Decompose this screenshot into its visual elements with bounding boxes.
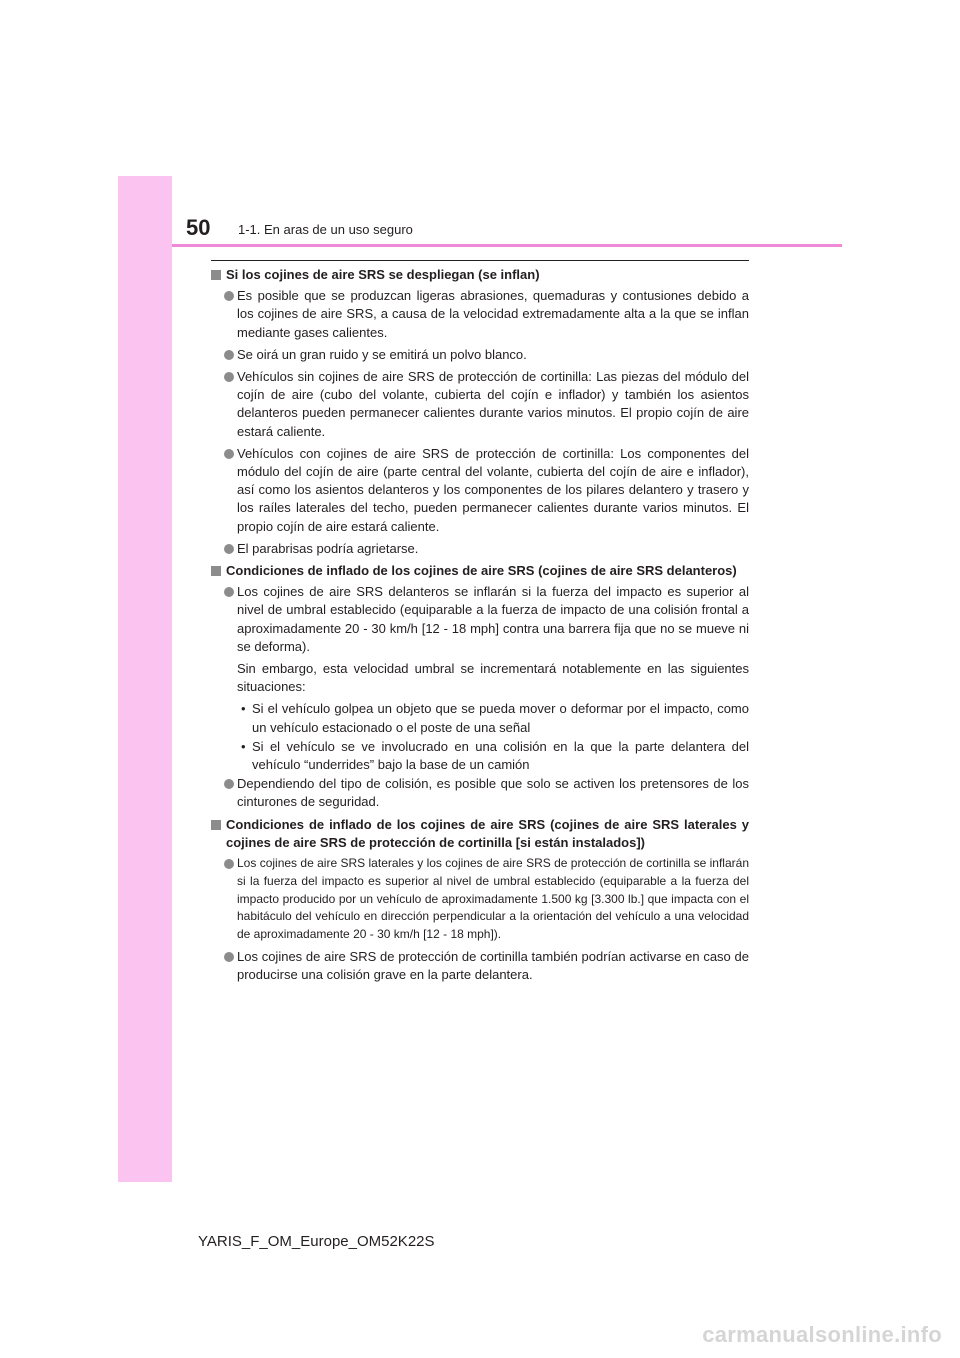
round-bullet-icon bbox=[224, 544, 234, 554]
list-item bbox=[211, 948, 749, 984]
list-item bbox=[211, 855, 749, 944]
sub-bullet: • bbox=[241, 701, 246, 717]
item-text: Dependiendo del tipo de colisión, es posible que solo se activen los pretensores de los cinturones de seguridad. bbox=[237, 776, 749, 810]
item-text: Vehículos con cojines de aire SRS de protección de cortinilla: Los componentes del módulo del cojín de aire (parte central del volante, cubierta del cojín de aire e inflador), así como los asientos delanteros y los componentes de los pilares delantero y trasero y los raíles laterales del techo, pueden permanecer calientes durante varios minutos. El propio cojín de aire estará caliente. bbox=[237, 445, 749, 534]
round-bullet-icon bbox=[224, 859, 234, 869]
page-content bbox=[211, 266, 749, 988]
heading-text: Condiciones de inflado de los cojines de aire SRS (cojines de aire SRS laterales y cojines de aire SRS de protección de cortinilla [si están instalados]) bbox=[226, 816, 749, 850]
section-heading bbox=[211, 562, 749, 580]
round-bullet-icon bbox=[224, 372, 234, 382]
sub-bullet: • bbox=[241, 738, 246, 754]
page-number: 50 bbox=[186, 215, 211, 240]
heading-text: Si los cojines de aire SRS se despliegan (se inflan) bbox=[226, 267, 540, 282]
sub-item-text: Si el vehículo se ve involucrado en una colisión en la que la parte delantera del vehículo “underrides” bajo la base de un camión bbox=[252, 738, 749, 773]
list-item bbox=[211, 540, 749, 558]
round-bullet-icon bbox=[224, 350, 234, 360]
sub-list-item bbox=[211, 738, 749, 774]
list-item bbox=[211, 287, 749, 342]
section-title: 1-1. En aras de un uso seguro bbox=[238, 222, 413, 237]
section-heading bbox=[211, 266, 749, 284]
square-bullet-icon bbox=[211, 270, 221, 280]
round-bullet-icon bbox=[224, 587, 234, 597]
round-bullet-icon bbox=[224, 449, 234, 459]
content-top-rule bbox=[211, 260, 749, 261]
item-text: Es posible que se produzcan ligeras abrasiones, quemaduras y contusiones debido a los cojines de aire SRS, a causa de la velocidad extremadamente alta a la que se inflan mediante gases calientes. bbox=[237, 288, 749, 340]
list-item bbox=[211, 368, 749, 441]
footer-code: YARIS_F_OM_Europe_OM52K22S bbox=[198, 1233, 435, 1250]
sub-item-text: Si el vehículo golpea un objeto que se pueda mover o deformar por el impacto, como un vehículo estacionado o el poste de una señal bbox=[252, 701, 749, 735]
heading-text: Condiciones de inflado de los cojines de aire SRS (cojines de aire SRS delanteros) bbox=[226, 563, 737, 579]
watermark: carmanualsonline.info bbox=[702, 1322, 942, 1347]
round-bullet-icon bbox=[224, 291, 234, 301]
square-bullet-icon bbox=[211, 566, 221, 576]
item-text: Vehículos sin cojines de aire SRS de protección de cortinilla: Las piezas del módulo del cojín de aire (cubo del volante, cubierta del cojín e inflador) y también los asientos delanteros pueden permanecer calientes durante varios minutos. El propio cojín de aire estará caliente. bbox=[237, 369, 749, 439]
square-bullet-icon bbox=[211, 820, 221, 830]
section-heading bbox=[211, 816, 749, 852]
sub-list-item bbox=[211, 700, 749, 736]
list-item bbox=[211, 775, 749, 811]
header-divider bbox=[172, 244, 842, 247]
list-item bbox=[211, 346, 749, 364]
paragraph: Sin embargo, esta velocidad umbral se incrementará notablemente en las siguientes situaciones: bbox=[237, 661, 749, 695]
round-bullet-icon bbox=[224, 779, 234, 789]
side-tab-band bbox=[118, 176, 172, 1182]
item-text: Los cojines de aire SRS de protección de cortinilla también podrían activarse en caso de producirse una colisión grave en la parte delantera. bbox=[237, 949, 749, 983]
item-text: Los cojines de aire SRS laterales y los cojines de aire SRS de protección de cortinilla se inflarán si la fuerza del impacto es superior al nivel de umbral establecido (equiparable a la fuerza del impacto producido por un vehículo de aproximadamente 1.500 kg [3.300 lb.] que impacta con el habitáculo del vehículo en dirección perpendicular a la orientación del vehículo a una velocidad de aproximadamente 20 - 30 km/h [12 - 18 mph]). bbox=[237, 856, 749, 942]
item-text: Se oirá un gran ruido y se emitirá un polvo blanco. bbox=[237, 346, 527, 362]
list-item bbox=[211, 583, 749, 656]
round-bullet-icon bbox=[224, 952, 234, 962]
item-text: El parabrisas podría agrietarse. bbox=[237, 540, 419, 556]
item-text: Los cojines de aire SRS delanteros se inflarán si la fuerza del impacto es superior al nivel de umbral establecido (equiparable a la fuerza de impacto de una colisión frontal a aproximadamente 20 - 30 km/h [12 - 18 mph] contra una barrera fija que no se mueve ni se deforma). bbox=[237, 584, 749, 654]
list-item bbox=[211, 445, 749, 536]
